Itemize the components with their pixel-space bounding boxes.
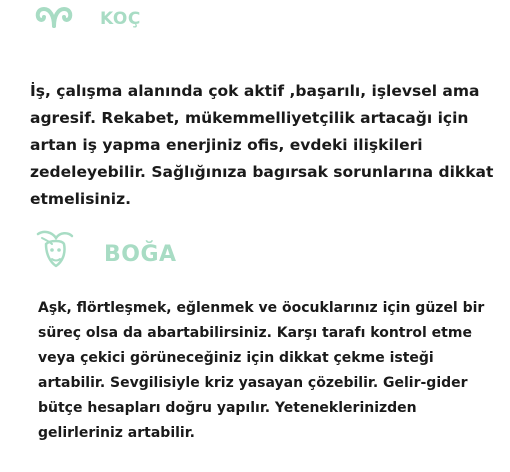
aries-icon (34, 6, 74, 32)
taurus-icon (34, 228, 76, 274)
sign-title: BOĞA (104, 241, 177, 267)
sign-header-koc (34, 6, 141, 32)
horoscope-text: İş, çalışma alanında çok aktif ,başarılı, işlevsel ama agresif. Rekabet, mükemmelliyetçilik artacağı için artan iş yapma enerjiniz ofis, evdeki ilişkileri zedeleyebilir. Sağlığınıza bagırsak sorunlarına dikkat etmelisiniz. (30, 82, 494, 208)
sign-header-boga (34, 228, 177, 274)
horoscope-text: Aşk, flörtleşmek, eğlenmek ve öocuklarınız için güzel bir süreç olsa da abartabilirsiniz. Karşı tarafı kontrol etme veya çekici görüneceğiniz için dikkat çekme isteği artabilir. Sevgilisiyle kriz yasayan çözebilir. Gelir-gider bütçe hesapları doğru yapılır. Yeteneklerinizden gelirleriniz artabilir. (38, 300, 485, 441)
sign-title: KOÇ (100, 9, 141, 29)
